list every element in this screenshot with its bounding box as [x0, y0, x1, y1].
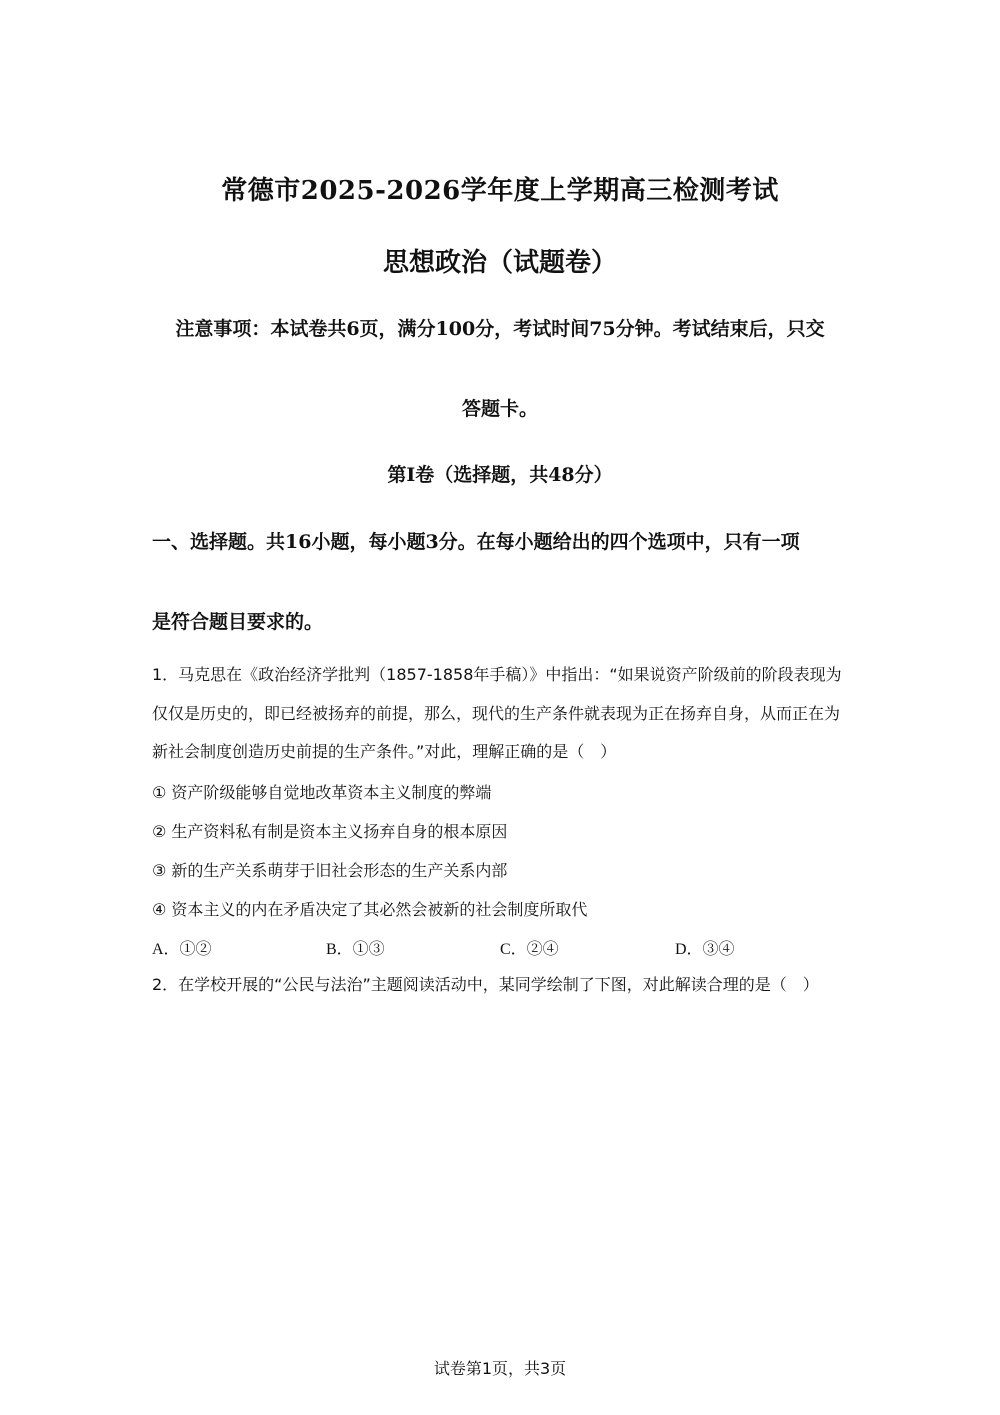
question-1-statement-1: ① 资产阶级能够自觉地改革资本主义制度的弊端 — [152, 783, 492, 802]
question-1-statement-3: ③ 新的生产关系萌芽于旧社会形态的生产关系内部 — [152, 861, 508, 880]
choice-a[interactable]: A．①② — [152, 941, 212, 958]
exam-title: 常德市2025-2026学年度上学期高三检测考试 — [221, 176, 779, 206]
page-footer: 试卷第1页，共3页 — [433, 1359, 567, 1378]
section-instruction-line-1: 一、选择题。共16小题，每小题3分。在每小题给出的四个选项中，只有一项 — [152, 531, 800, 553]
exam-subtitle: 思想政治（试题卷） — [382, 248, 617, 278]
question-2-stem: 2．在学校开展的“公民与法治”主题阅读活动中，某同学绘制了下图，对此解读合理的是（ ） — [152, 975, 819, 994]
choice-d[interactable]: D．③④ — [675, 941, 735, 958]
question-1-statement-2: ② 生产资料私有制是资本主义扬弃自身的根本原因 — [152, 822, 508, 841]
notice-line-1: 注意事项：本试卷共6页，满分100分，考试时间75分钟。考试结束后，只交 — [175, 318, 825, 340]
section-heading: 第Ⅰ卷（选择题，共48分） — [387, 464, 613, 486]
notice-line-2: 答题卡。 — [461, 398, 538, 420]
choice-c[interactable]: C．②④ — [500, 941, 559, 958]
question-1-statement-4: ④ 资本主义的内在矛盾决定了其必然会被新的社会制度所取代 — [152, 900, 588, 919]
choice-b[interactable]: B．①③ — [326, 941, 385, 958]
question-1-stem: 1．马克思在《政治经济学批判（1857-1858年手稿）》中指出：“如果说资产阶级前的阶段表现为仅仅是历史的，即已经被扬弃的前提，那么，现代的生产条件就表现为正在扬弃自身，从而正在为新社会制度创造历史前提的生产条件。”对此，理解正确的是（ ） — [152, 665, 842, 761]
section-instruction-line-2: 是符合题目要求的。 — [152, 611, 324, 633]
